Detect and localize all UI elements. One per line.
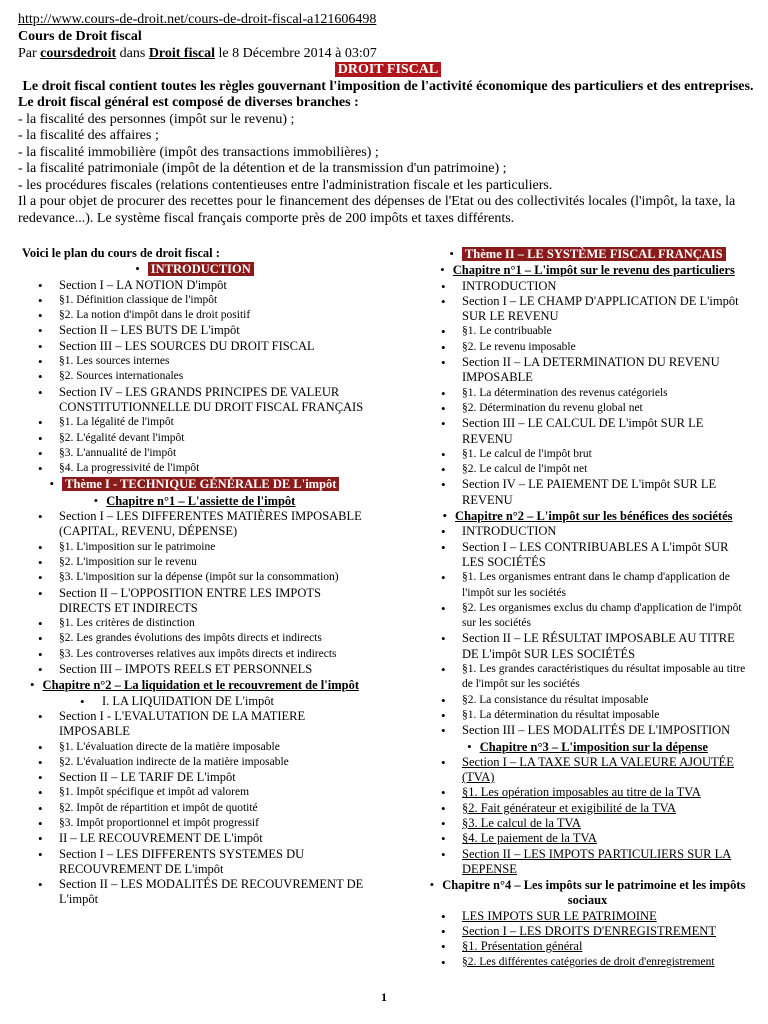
plan-item bbox=[22, 308, 367, 323]
branch-item: - les procédures fiscales (relations contentieuses entre l'administration fiscale et les particuliers. bbox=[18, 177, 553, 193]
plan-item bbox=[22, 369, 367, 384]
plan-item-text: Section I – LES DROITS D'ENREGISTREMENT bbox=[462, 924, 716, 939]
intro-line-1: Le droit fiscal contient toutes les règles gouvernant l'imposition de l'activité économique des particuliers et des entreprises. bbox=[22, 78, 754, 94]
plan-left-list bbox=[22, 261, 367, 907]
plan-item-text: Section II – LA DETERMINATION DU REVENU IMPOSABLE bbox=[462, 355, 720, 385]
plan-item-text: Section I – LES DIFFERENTES MATIÈRES IMPOSABLE (CAPITAL, REVENU, DÉPENSE) bbox=[59, 509, 362, 539]
plan-item-text: Chapitre n°1 – L'assiette de l'impôt bbox=[106, 493, 296, 508]
branch-item: - la fiscalité immobilière (impôt des transactions immobilières) ; bbox=[18, 144, 379, 160]
plan-item-text: §4. La progressivité de l'impôt bbox=[59, 462, 200, 475]
plan-item-text: Section II – LES BUTS DE L'impôt bbox=[59, 323, 240, 338]
section-heading bbox=[22, 261, 367, 277]
plan-item bbox=[425, 601, 750, 632]
plan-item-text: Section I – LES CONTRIBUABLES A L'impôt SUR LES SOCIÉTÉS bbox=[462, 539, 729, 569]
plan-item bbox=[425, 801, 750, 816]
plan-item-text: §1. Présentation général bbox=[462, 939, 583, 954]
plan-item bbox=[425, 447, 750, 462]
plan-item-text: §1. L'évaluation directe de la matière imposable bbox=[59, 740, 280, 753]
plan-item bbox=[22, 461, 367, 476]
plan-item bbox=[425, 540, 750, 571]
plan-item-text: §2. L'égalité devant l'impôt bbox=[59, 431, 185, 444]
plan-item-text: Chapitre n°3 – L'imposition sur la dépense bbox=[479, 739, 708, 754]
author-link[interactable]: coursdedroit bbox=[40, 45, 117, 61]
plan-right-list bbox=[425, 246, 750, 970]
plan-item-text: §2. L'évaluation indirecte de la matière imposable bbox=[59, 755, 289, 768]
plan-item-text: INTRODUCTION bbox=[148, 262, 254, 276]
plan-item bbox=[425, 340, 750, 355]
title-banner-row bbox=[18, 62, 758, 79]
plan-item-text: Section II – LES MODALITÉS DE RECOUVREMENT DE L'impôt bbox=[59, 877, 364, 907]
plan-item bbox=[425, 785, 750, 800]
plan-item-text: §2. Détermination du revenu global net bbox=[462, 401, 643, 414]
plan-item bbox=[425, 294, 750, 325]
plan-item-text: Section III – IMPOTS REELS ET PERSONNELS bbox=[59, 662, 313, 677]
plan-item bbox=[425, 939, 750, 954]
plan-item-text: §2. Fait générateur et exigibilité de la TVA bbox=[462, 800, 677, 815]
plan-item-text: Section IV – LES GRANDS PRINCIPES DE VALEUR CONSTITUTIONNELLE DU DROIT FISCAL FRANÇAIS bbox=[59, 384, 364, 414]
plan-item-text: INTRODUCTION bbox=[462, 524, 557, 539]
plan-item bbox=[22, 616, 367, 631]
plan-item-text: Chapitre n°4 – Les impôts sur le patrimoine et les impôts sociaux bbox=[442, 878, 746, 908]
plan-item-text: I. LA LIQUIDATION DE L'impôt bbox=[102, 693, 275, 708]
plan-item-text: §2. Le calcul de l'impôt net bbox=[462, 463, 588, 476]
plan-left-column bbox=[22, 246, 367, 908]
article-header bbox=[18, 29, 758, 227]
chapter-heading bbox=[425, 508, 750, 524]
plan-item-text: §3. L'imposition sur la dépense (impôt sur la consommation) bbox=[59, 571, 339, 584]
plan-item bbox=[425, 693, 750, 708]
plan-item bbox=[425, 355, 750, 386]
plan-item bbox=[425, 723, 750, 738]
plan-item-text: Section II – LE RÉSULTAT IMPOSABLE AU TITRE DE L'impôt SUR LES SOCIÉTÉS bbox=[462, 631, 735, 661]
plan-item-text: Chapitre n°2 – La liquidation et le recouvrement de l'impôt bbox=[42, 678, 360, 693]
plan-item bbox=[22, 385, 367, 416]
theme-heading bbox=[425, 246, 750, 262]
plan-item bbox=[22, 293, 367, 308]
plan-item-text: Thème II – LE SYSTÈME FISCAL FRANÇAIS bbox=[462, 247, 726, 261]
byline bbox=[18, 46, 758, 63]
branch-item: - la fiscalité des affaires ; bbox=[18, 128, 159, 143]
plan-item-text: LES IMPOTS SUR LE PATRIMOINE bbox=[462, 908, 657, 923]
plan-item-text: Chapitre n°1 – L'impôt sur le revenu des particuliers bbox=[452, 263, 735, 278]
plan-item-text: §2. L'imposition sur le revenu bbox=[59, 555, 197, 568]
source-url[interactable]: http://www.cours-de-droit.net/cours-de-droit-fiscal-a121606498 bbox=[18, 12, 377, 27]
plan-item-text: §1. La légalité de l'impôt bbox=[59, 416, 174, 429]
plan-item-text: §1. Les sources internes bbox=[59, 355, 170, 368]
plan-item-text: §3. Impôt proportionnel et impôt progressif bbox=[59, 816, 259, 829]
plan-item bbox=[425, 386, 750, 401]
plan-item bbox=[425, 570, 750, 601]
plan-item-text: §1. La détermination du résultat imposable bbox=[462, 708, 660, 721]
title-banner: DROIT FISCAL bbox=[335, 62, 442, 77]
page-number: 1 bbox=[381, 990, 387, 1004]
plan-item bbox=[22, 354, 367, 369]
plan-item bbox=[425, 955, 750, 970]
byline-prefix: Par bbox=[18, 45, 41, 61]
plan-item bbox=[22, 785, 367, 800]
plan-item-text: §1. Les opération imposables au titre de la TVA bbox=[462, 785, 701, 800]
plan-item bbox=[22, 831, 367, 846]
plan-item-text: §4. Le paiement de la TVA bbox=[462, 831, 597, 846]
plan-item-text: Section III – LE CALCUL DE L'impôt SUR LE REVENU bbox=[462, 416, 704, 446]
plan-item-text: §2. La consistance du résultat imposable bbox=[462, 693, 649, 706]
plan-item-text: §3. Les controverses relatives aux impôts directs et indirects bbox=[59, 647, 337, 660]
plan-item bbox=[22, 647, 367, 662]
article-title: Cours de Droit fiscal bbox=[18, 29, 142, 44]
plan-item-text: II – LE RECOUVREMENT DE L'impôt bbox=[59, 831, 263, 846]
plan-item bbox=[425, 708, 750, 723]
plan-item bbox=[22, 709, 367, 740]
plan-item-text: §1. La détermination des revenus catégoriels bbox=[462, 386, 668, 399]
plan-item bbox=[425, 631, 750, 662]
theme-heading bbox=[22, 476, 367, 492]
plan-item-text: Chapitre n°2 – L'impôt sur les bénéfices des sociétés bbox=[455, 509, 733, 524]
plan-item-text: §1. Impôt spécifique et impôt ad valorem bbox=[59, 786, 250, 799]
plan-item bbox=[425, 816, 750, 831]
plan-item-text: §2. Les organismes exclus du champ d'application de l'impôt sur les sociétés bbox=[462, 601, 742, 630]
plan-item bbox=[425, 462, 750, 477]
plan-item-text: §1. Définition classique de l'impôt bbox=[59, 293, 218, 306]
branch-item: - la fiscalité des personnes (impôt sur le revenu) ; bbox=[18, 111, 295, 127]
plan-item bbox=[22, 339, 367, 354]
plan-item bbox=[425, 755, 750, 786]
plan-item-text: §1. Les grandes caractéristiques du résultat imposable au titre de l'impôt sur les sociétés bbox=[462, 663, 746, 691]
plan-item bbox=[22, 570, 367, 585]
chapter-heading bbox=[425, 877, 750, 909]
byline-date: le 8 Décembre 2014 à 03:07 bbox=[215, 45, 377, 61]
chapter-heading bbox=[425, 262, 750, 278]
plan-item-text: Section I – LA NOTION D'impôt bbox=[59, 277, 227, 292]
plan-item bbox=[22, 540, 367, 555]
plan-title: Voici le plan du cours de droit fiscal : bbox=[22, 246, 220, 260]
plan-item-text: §2. La notion d'impôt dans le droit positif bbox=[59, 309, 251, 322]
plan-item-text: Section I – LES DIFFERENTS SYSTEMES DU RECOUVREMENT DE L'impôt bbox=[59, 846, 305, 876]
plan-item bbox=[22, 446, 367, 461]
plan-item-text: §1. Le calcul de l'impôt brut bbox=[462, 447, 592, 460]
plan-item bbox=[425, 416, 750, 447]
plan-item-text: Section I – LA TAXE SUR LA VALEURE AJOUTÉE (TVA) bbox=[462, 754, 734, 785]
plan-item-text: Section II – LE TARIF DE L'impôt bbox=[59, 770, 236, 785]
plan-item bbox=[22, 740, 367, 755]
plan-item bbox=[22, 877, 367, 908]
plan-item bbox=[425, 662, 750, 693]
plan-item-text: §2. Impôt de répartition et impôt de quotité bbox=[59, 801, 258, 814]
plan-right-column bbox=[425, 246, 750, 970]
plan-item-text: Section III – LES SOURCES DU DROIT FISCAL bbox=[59, 338, 315, 353]
plan-item bbox=[22, 323, 367, 338]
category-link[interactable]: Droit fiscal bbox=[148, 45, 216, 61]
chapter-heading bbox=[22, 493, 367, 509]
plan-item bbox=[22, 755, 367, 770]
plan-item-text: Section II – L'OPPOSITION ENTRE LES IMPOTS DIRECTS ET INDIRECTS bbox=[59, 585, 321, 615]
byline-in: dans bbox=[116, 45, 149, 61]
plan-item bbox=[425, 924, 750, 939]
chapter-heading bbox=[425, 739, 750, 755]
intro-line-2: Le droit fiscal général est composé de diverses branches : bbox=[18, 95, 359, 110]
plan-item bbox=[425, 831, 750, 846]
plan-item-text: Section II – LES IMPOTS PARTICULIERS SUR LA DEPENSE bbox=[462, 846, 732, 876]
branch-list bbox=[18, 112, 758, 195]
plan-item-text: §3. L'annualité de l'impôt bbox=[59, 446, 177, 459]
plan-item bbox=[22, 586, 367, 617]
plan-item-text: §2. Sources internationales bbox=[59, 370, 184, 383]
plan-item bbox=[425, 324, 750, 339]
plan-item bbox=[425, 477, 750, 508]
plan-item bbox=[22, 509, 367, 540]
plan-item bbox=[22, 278, 367, 293]
plan-item-text: §2. Les grandes évolutions des impôts directs et indirects bbox=[59, 632, 322, 645]
plan-item bbox=[22, 816, 367, 831]
plan-item bbox=[22, 431, 367, 446]
plan-item bbox=[425, 524, 750, 539]
plan-item-text: §1. Les organismes entrant dans le champ d'application de l'impôt sur les sociétés bbox=[462, 571, 730, 599]
plan-item-text: INTRODUCTION bbox=[462, 278, 557, 293]
plan-item bbox=[425, 847, 750, 878]
branch-item: - la fiscalité patrimoniale (impôt de la détention et de la transmission d'un patrimoine) ; bbox=[18, 161, 507, 176]
plan-item bbox=[22, 770, 367, 785]
plan-item bbox=[425, 909, 750, 924]
plan-item-text: §1. Le contribuable bbox=[462, 325, 552, 338]
plan-item bbox=[22, 694, 367, 709]
plan-item-text: Thème I - TECHNIQUE GÉNÉRALE DE L'impôt bbox=[62, 477, 339, 491]
plan-item bbox=[425, 401, 750, 416]
plan-item-text: §3. Le calcul de la TVA bbox=[462, 815, 581, 830]
plan-item bbox=[22, 662, 367, 677]
plan-item-text: §1. Les critères de distinction bbox=[59, 617, 195, 630]
plan-item-text: Section I - L'EVALUTATION DE LA MATIERE IMPOSABLE bbox=[59, 708, 306, 739]
chapter-heading bbox=[22, 677, 367, 693]
plan-item-text: §1. L'imposition sur le patrimoine bbox=[59, 540, 216, 553]
plan-item bbox=[425, 279, 750, 294]
plan-item-text: §2. Le revenu imposable bbox=[462, 340, 576, 353]
plan-item-text: Section I – LE CHAMP D'APPLICATION DE L'impôt SUR LE REVENU bbox=[462, 293, 739, 324]
plan-item bbox=[22, 631, 367, 646]
plan-item bbox=[22, 555, 367, 570]
plan-item bbox=[22, 415, 367, 430]
intro-paragraph: Il a pour objet de procurer des recettes pour le financement des dépenses de l'Etat ou des collectivités locales (l'impôt, la taxe, la redevance...). Le système fiscal français comporte près de 200 impôts et taxes différents. bbox=[18, 194, 736, 226]
plan-item-text: Section IV – LE PAIEMENT DE L'impôt SUR LE REVENU bbox=[462, 477, 717, 507]
plan-item-text: Section III – LES MODALITÉS DE L'IMPOSITION bbox=[462, 723, 731, 738]
plan-item-text: §2. Les différentes catégories de droit d'enregistrement bbox=[462, 955, 715, 968]
plan-item bbox=[22, 801, 367, 816]
plan-item bbox=[22, 847, 367, 878]
